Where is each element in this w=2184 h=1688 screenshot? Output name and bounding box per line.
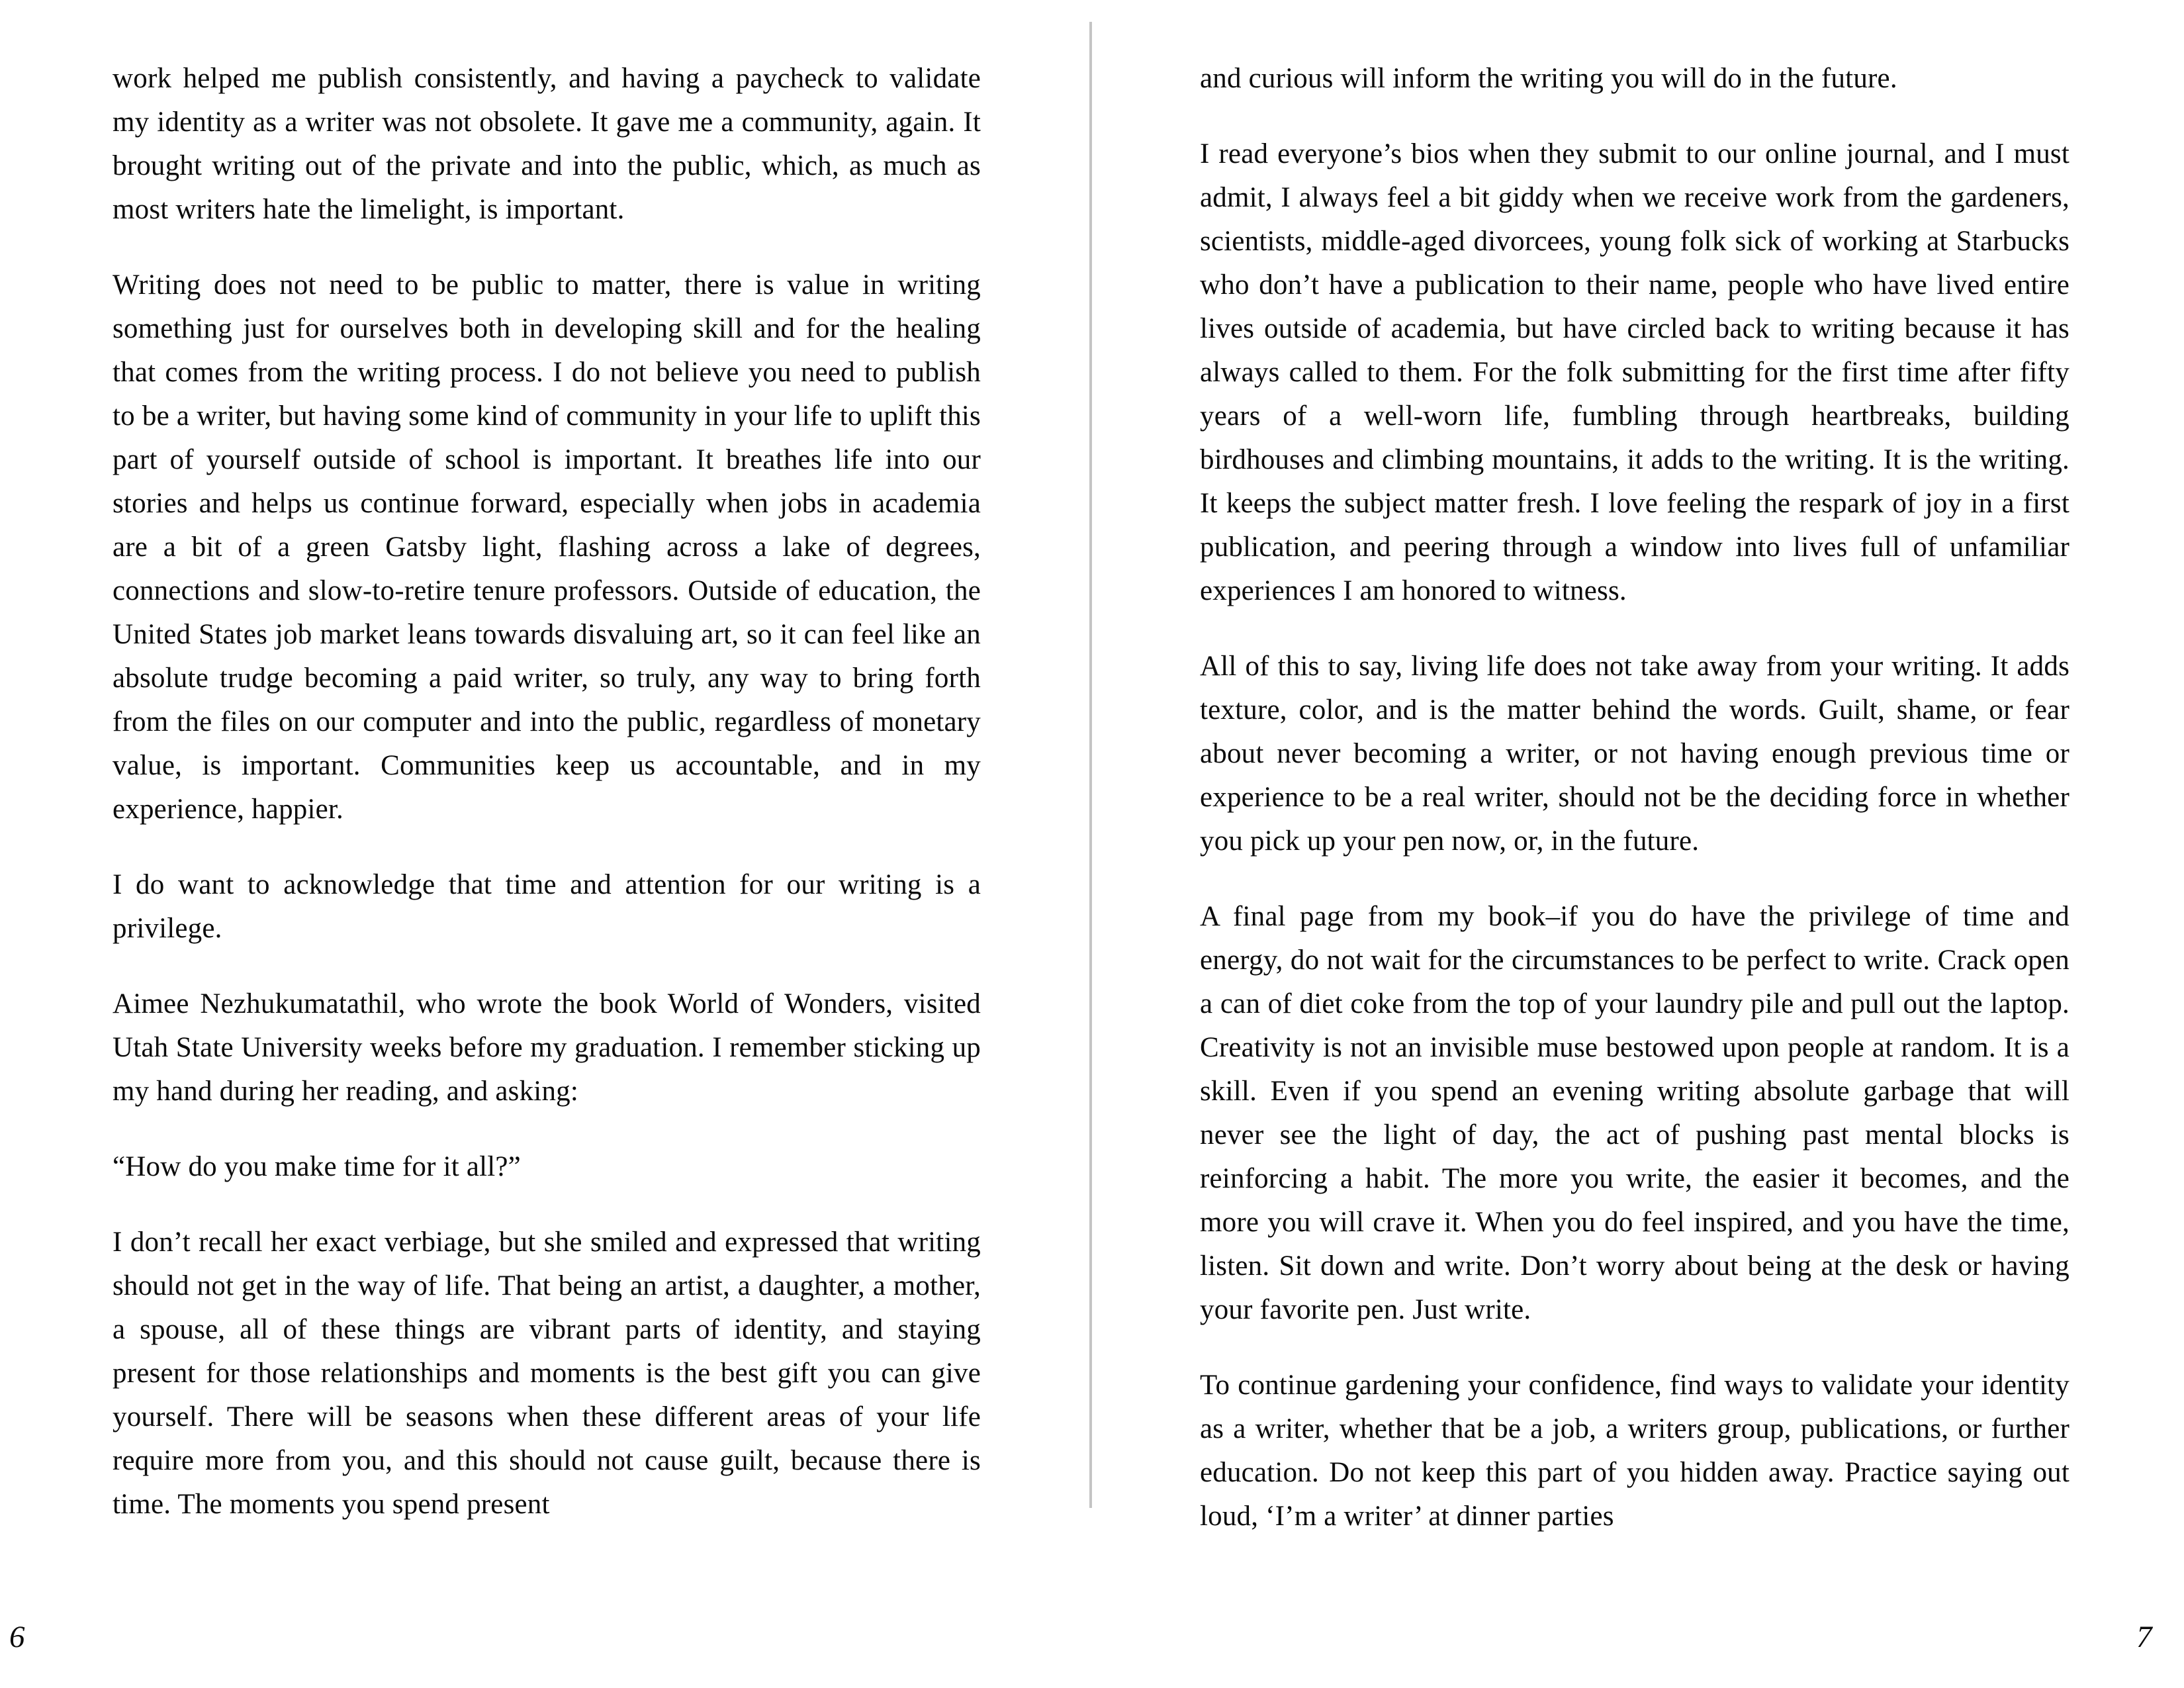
paragraph: A final page from my book–if you do have the privilege of time and energy, do not wait for the circumstances to be perfect to write. Crack open a can of diet coke from the top of your laundry pile and pull out the laptop. Creativity is not an invisible muse bestowed upon people at random. It is a skill. Even if you spend an evening writing absolute garbage that will never see the light of day, the act of pushing past mental blocks is reinforcing a habit. The more you write, the easier it becomes, and the more you will crave it. When you do feel inspired, and you have the time, listen. Sit down and write. Don’t worry about being at the desk or having your favorite pen. Just write. — [1200, 901, 2070, 1325]
paragraph: and curious will inform the writing you will do in the future. — [1200, 63, 1897, 94]
paragraph: “How do you make time for it all?” — [113, 1151, 521, 1182]
paragraph: I read everyone’s bios when they submit to our online journal, and I must admit, I always feel a bit giddy when we receive work from the gardeners, scientists, middle-aged divorcees, young folk sick of working at Starbucks who don’t have a publication to their name, people who have lived entire lives outside of academia, but have circled back to writing because it has always called to them. For the folk submitting for the first time after fifty years of a well-worn life, fumbling through heartbreaks, building birdhouses and climbing mountains, it adds to the writing. It is the writing. It keeps the subject matter fresh. I love feeling the respark of joy in a first publication, and peering through a window into lives full of unfamiliar experiences I am honored to witness. — [1200, 138, 2070, 606]
paragraph: work helped me publish consistently, and having a paycheck to validate my identity as a writer was not obsolete. It gave me a community, again. It brought writing out of the private and into the public, which, as much as most writers hate the limelight, is important. — [113, 63, 981, 225]
paragraph: I do want to acknowledge that time and attention for our writing is a privilege. — [113, 869, 981, 944]
right-page-text — [1200, 57, 2070, 1538]
paragraph: All of this to say, living life does not take away from your writing. It adds texture, color, and is the matter behind the words. Guilt, shame, or fear about never becoming a writer, or not having enough previous time or experience to be a real writer, should not be the deciding force in whether you pick up your pen now, or, in the future. — [1200, 651, 2070, 857]
left-page-text — [113, 57, 981, 1526]
right-page — [1092, 0, 2184, 1688]
paragraph: To continue gardening your confidence, find ways to validate your identity as a writer, whether that be a job, a writers group, publications, or further education. Do not keep this part of you hidden away. Practice saying out loud, ‘I’m a writer’ at dinner parties — [1200, 1370, 2070, 1532]
paragraph: Aimee Nezhukumatathil, who wrote the book World of Wonders, visited Utah State University weeks before my graduation. I remember sticking up my hand during her reading, and asking: — [113, 988, 981, 1107]
paragraph: Writing does not need to be public to matter, there is value in writing something just for ourselves both in developing skill and for the healing that comes from the writing process. I do not believe you need to publish to be a writer, but having some kind of community in your life to uplift this part of yourself outside of school is important. It breathes life into our stories and helps us continue forward, especially when jobs in academia are a bit of a green Gatsby light, flashing across a lake of degrees, connections and slow-to-retire tenure professors. Outside of education, the United States job market leans towards disvaluing art, so it can feel like an absolute trudge becoming a paid writer, so truly, any way to bring forth from the files on our computer and into the public, regardless of monetary value, is important. Communities keep us accountable, and in my experience, happier. — [113, 269, 981, 825]
page-number-right: 7 — [2136, 1620, 2152, 1654]
paragraph: I don’t recall her exact verbiage, but she smiled and expressed that writing should not get in the way of life. That being an artist, a daughter, a mother, a spouse, all of these things are vibrant parts of identity, and staying present for those relationships and moments is the best gift you can give yourself. There will be seasons when these different areas of your life require more from you, and this should not cause guilt, because there is time. The moments you spend present — [113, 1227, 981, 1520]
page-number-left: 6 — [9, 1620, 25, 1654]
